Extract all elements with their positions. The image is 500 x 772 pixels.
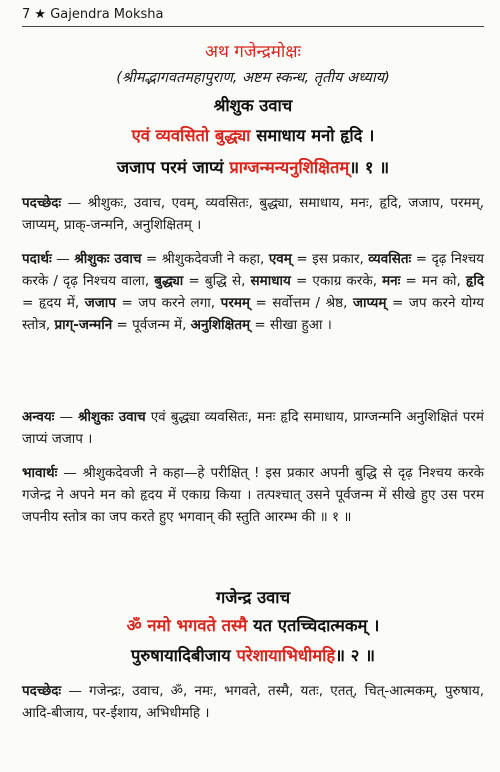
meaning: = जप करने योग्य स्तोत्र, [22,295,484,333]
anvaya-1-speaker: श्रीशुकः उवाच [77,409,146,425]
verse1-line2 [22,156,484,180]
star-icon: ★ [34,7,47,22]
bhavartha-1-text: — श्रीशुकदेवजी ने कहा—हे परीक्षित् ! इस प्रकार अपनी बुद्धि से दृढ़ निश्चय करके गजेन्द्र ने अपने मन को हृदय में एकाग्र किया । तत्पश्चात् उसने पूर्वजन्म में सीखे हुए उस परम जपनीय स्तोत्र का जप करते हुए भगवान् की स्तुति आरम्भ की ॥ १ ॥ [22,465,484,525]
meaning: = मन को, [400,273,466,289]
meaning: = जप करने लगा, [115,295,221,311]
bhavartha-1-label: भावार्थः [22,465,58,481]
meaning: = एकाग्र करके, [290,273,383,289]
chapter-heading: अथ गजेन्द्रमोक्षः [205,42,301,62]
verse1-line1-red: एवं व्यवसितो बुद्ध्या [131,126,251,145]
meaning: = दृढ़ निश्चय करके / दृढ़ निश्चय वाला, [22,251,484,289]
verse1-number: ॥ १ ॥ [349,158,390,177]
term: श्रीशुकः उवाच [74,251,142,267]
anvaya-1 [22,406,484,450]
verse2-line2-dark: पुरुषायादिबीजाय [131,646,231,665]
padaccheda-1 [22,192,484,236]
term: समाधाय [250,273,291,289]
verse1-line1 [22,124,484,148]
verse2-number: ॥ २ ॥ [335,646,375,665]
padaccheda-1-text: — श्रीशुकः, उवाच, एवम्, व्यवसितः, बुद्ध्या, समाधाय, मनः, हृदि, जजाप, परमम्, जाप्यम्, प्राक्-जन्मनि, अनुशिक्षितम् । [22,195,484,233]
verse1-line2-red: प्राग्जन्मन्यनुशिक्षितम् [229,158,350,177]
padaccheda-2-label: पदच्छेदः [22,683,62,699]
text-run: — [54,409,78,425]
source-reference: (श्रीमद्भागवतमहापुराण, अष्टम स्कन्ध, तृतीय अध्याय) [116,70,390,86]
verse2-line1-dark: यत एतच्चिदात्मकम् । [253,616,380,635]
term: जजाप [84,295,116,311]
meaning: = सर्वोत्तम / श्रेष्ठ, [250,295,353,311]
meaning: = इस प्रकार, [291,251,369,267]
meaning: = बुद्धि से, [183,273,251,289]
term: प्राग्-जन्मनि [54,317,113,333]
meaning: = हृदय में, [22,295,85,311]
bhavartha-1 [22,462,484,528]
meaning: = सीखा हुआ । [250,317,332,333]
anvaya-1-label: अन्वयः [22,409,55,425]
verse1-line1-dark: समाधाय मनो हृदि । [256,126,375,145]
verse2-line1 [22,614,484,638]
term: हृदि [465,273,484,289]
term: जाप्यम् [352,295,387,311]
term: बुद्ध्या [154,273,184,289]
term: एवम् [268,251,292,267]
term: अनुशिक्षितम् [190,317,251,333]
padaccheda-1-label: पदच्छेदः [22,195,62,211]
meaning: = पूर्वजन्म में, [112,317,191,333]
term: मनः [382,273,401,289]
speaker-shuka: श्रीशुक उवाच [213,96,293,115]
verse2-line2-red: परेशायाभिधीमहि [236,646,336,665]
page-header [22,6,484,27]
term: व्यवसितः [368,251,412,267]
padaccheda-2 [22,680,484,724]
padartha-1-label: पदार्थः [22,251,52,267]
page-number: 7 [22,7,31,22]
book-title: Gajendra Moksha [50,7,164,22]
verse2-line2 [22,644,484,668]
verse2-line1-red: ॐ नमो भगवते तस्मै [126,616,248,635]
term: परमम् [220,295,250,311]
padartha-1 [22,248,484,336]
verse1-line2-dark: जजाप परमं जाप्यं [116,158,224,177]
meaning: = श्रीशुकदेवजी ने कहा, [141,251,269,267]
text-run: — [51,251,75,267]
anvaya-1-text: एवं बुद्ध्या व्यवसितः, मनः हृदि समाधाय, प्राग्जन्मनि अनुशिक्षितं परमं जाप्यं जजाप । [22,409,484,447]
padaccheda-2-text: — गजेन्द्रः, उवाच, ॐ, नमः, भगवते, तस्मै, यतः, एतत्, चित्-आत्मकम्, पुरुषाय, आदि-बीजाय, पर-ईशाय, अभिधीमहि । [22,683,484,721]
speaker-gajendra: गजेन्द्र उवाच [215,588,291,607]
